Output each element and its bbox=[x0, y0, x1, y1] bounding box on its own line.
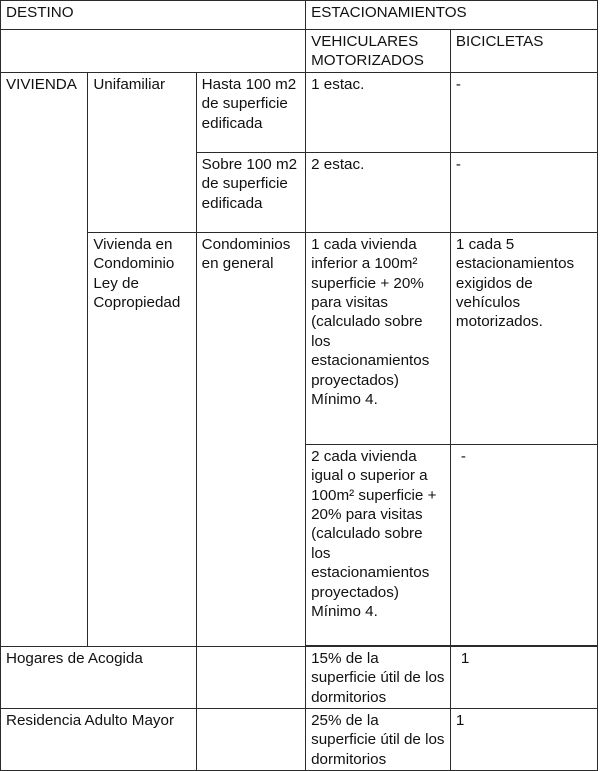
condominio-bicicletas-1: 1 cada 5 estacionamientos exigidos de vehículos motorizados. bbox=[450, 232, 597, 444]
vivienda-cell: VIVIENDA bbox=[1, 72, 88, 646]
header-bicicletas: BICICLETAS bbox=[450, 30, 597, 73]
condominio-bicicletas-2: - bbox=[450, 444, 597, 645]
header-empty-cell bbox=[1, 30, 306, 73]
unifamiliar-vehiculares-1: 1 estac. bbox=[306, 72, 451, 152]
table-row bbox=[1, 646, 598, 708]
table-row bbox=[1, 232, 598, 444]
unifamiliar-cell: Unifamiliar bbox=[88, 72, 196, 232]
table-row bbox=[1, 709, 598, 771]
header-destino: DESTINO bbox=[1, 1, 306, 30]
header-row-1 bbox=[1, 1, 598, 30]
header-vehiculares: VEHICULARES MOTORIZADOS bbox=[306, 30, 451, 73]
header-row-2 bbox=[1, 30, 598, 73]
hogares-empty-cell bbox=[196, 646, 305, 708]
condominio-cell: Vivienda en Condominio Ley de Copropiedad bbox=[88, 232, 196, 646]
residencia-label: Residencia Adulto Mayor bbox=[1, 709, 197, 771]
unifamiliar-desc-1: Hasta 100 m2 de superficie edificada bbox=[196, 72, 305, 152]
residencia-bicicletas: 1 bbox=[450, 709, 597, 771]
condominio-vehiculares-2: 2 cada vivienda igual o superior a 100m² superficie + 20% para visitas (calculado sobre los estacionamientos proyectados) Mínimo 4. bbox=[306, 444, 451, 645]
hogares-bicicletas: 1 bbox=[450, 646, 597, 708]
unifamiliar-desc-2: Sobre 100 m2 de superficie edificada bbox=[196, 152, 305, 232]
table-row bbox=[1, 72, 598, 152]
residencia-empty-cell bbox=[196, 709, 305, 771]
hogares-label: Hogares de Acogida bbox=[1, 646, 197, 708]
header-estacionamientos: ESTACIONAMIENTOS bbox=[306, 1, 598, 30]
condominio-vehiculares-1: 1 cada vivienda inferior a 100m² superficie + 20% para visitas (calculado sobre los estacionamientos proyectados) Mínimo 4. bbox=[306, 232, 451, 444]
hogares-vehiculares: 15% de la superficie útil de los dormitorios bbox=[306, 646, 451, 708]
unifamiliar-bicicletas-2: - bbox=[450, 152, 597, 232]
residencia-vehiculares: 25% de la superficie útil de los dormitorios bbox=[306, 709, 451, 771]
unifamiliar-bicicletas-1: - bbox=[450, 72, 597, 152]
unifamiliar-vehiculares-2: 2 estac. bbox=[306, 152, 451, 232]
condominio-desc: Condominios en general bbox=[196, 232, 305, 646]
